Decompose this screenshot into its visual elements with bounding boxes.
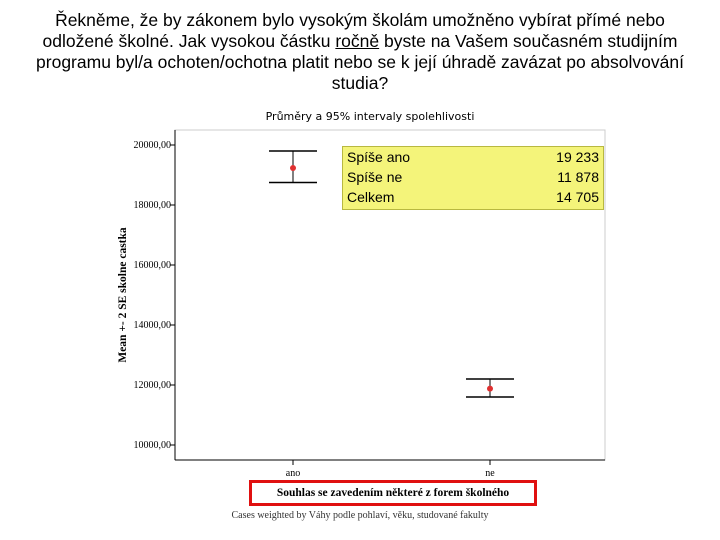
legend-value: 11 878: [557, 169, 599, 185]
chart-subtitle: Průměry a 95% intervaly spolehlivosti: [265, 110, 475, 123]
y-tick-label: 18000,00: [133, 200, 171, 211]
means-legend-box: [342, 146, 604, 210]
y-tick-label: 20000,00: [133, 140, 171, 151]
x-axis-title: Souhlas se zavedením některé z forem školného: [249, 480, 537, 506]
y-tick-label: 14000,00: [133, 320, 171, 331]
legend-label: Celkem: [347, 189, 395, 205]
x-tick-label: ne: [485, 468, 495, 479]
legend-value: 19 233: [556, 149, 599, 165]
x-tick-label: ano: [285, 468, 301, 479]
legend-label: Spíše ne: [347, 169, 403, 185]
question-emphasis: ročně: [335, 31, 380, 51]
y-tick-label: 16000,00: [133, 260, 171, 271]
legend-value: 14 705: [556, 189, 599, 205]
mean-point: [290, 165, 296, 171]
y-tick-label: 12000,00: [133, 380, 171, 391]
weighting-footnote: Cases weighted by Váhy podle pohlaví, věku, studované fakulty: [231, 510, 489, 521]
legend-row: [347, 189, 599, 209]
mean-point: [487, 386, 493, 392]
legend-row: [347, 149, 599, 169]
legend-label: Spíše ano: [347, 149, 411, 165]
legend-row: [347, 169, 599, 189]
question-part1: Řekněme, že by zákonem bylo vysokým školám umožněno vybírat přímé nebo odložené školné. Jak vysokou částku: [42, 10, 665, 51]
y-axis-label: Mean +- 2 SE skolne castka: [117, 227, 129, 363]
y-tick-label: 10000,00: [133, 440, 171, 451]
question-part2: byste na Vašem současném studijním programu byl/a ochoten/ochotna platit nebo se k její úhradě zavázat po absolvování studia?: [36, 31, 684, 93]
